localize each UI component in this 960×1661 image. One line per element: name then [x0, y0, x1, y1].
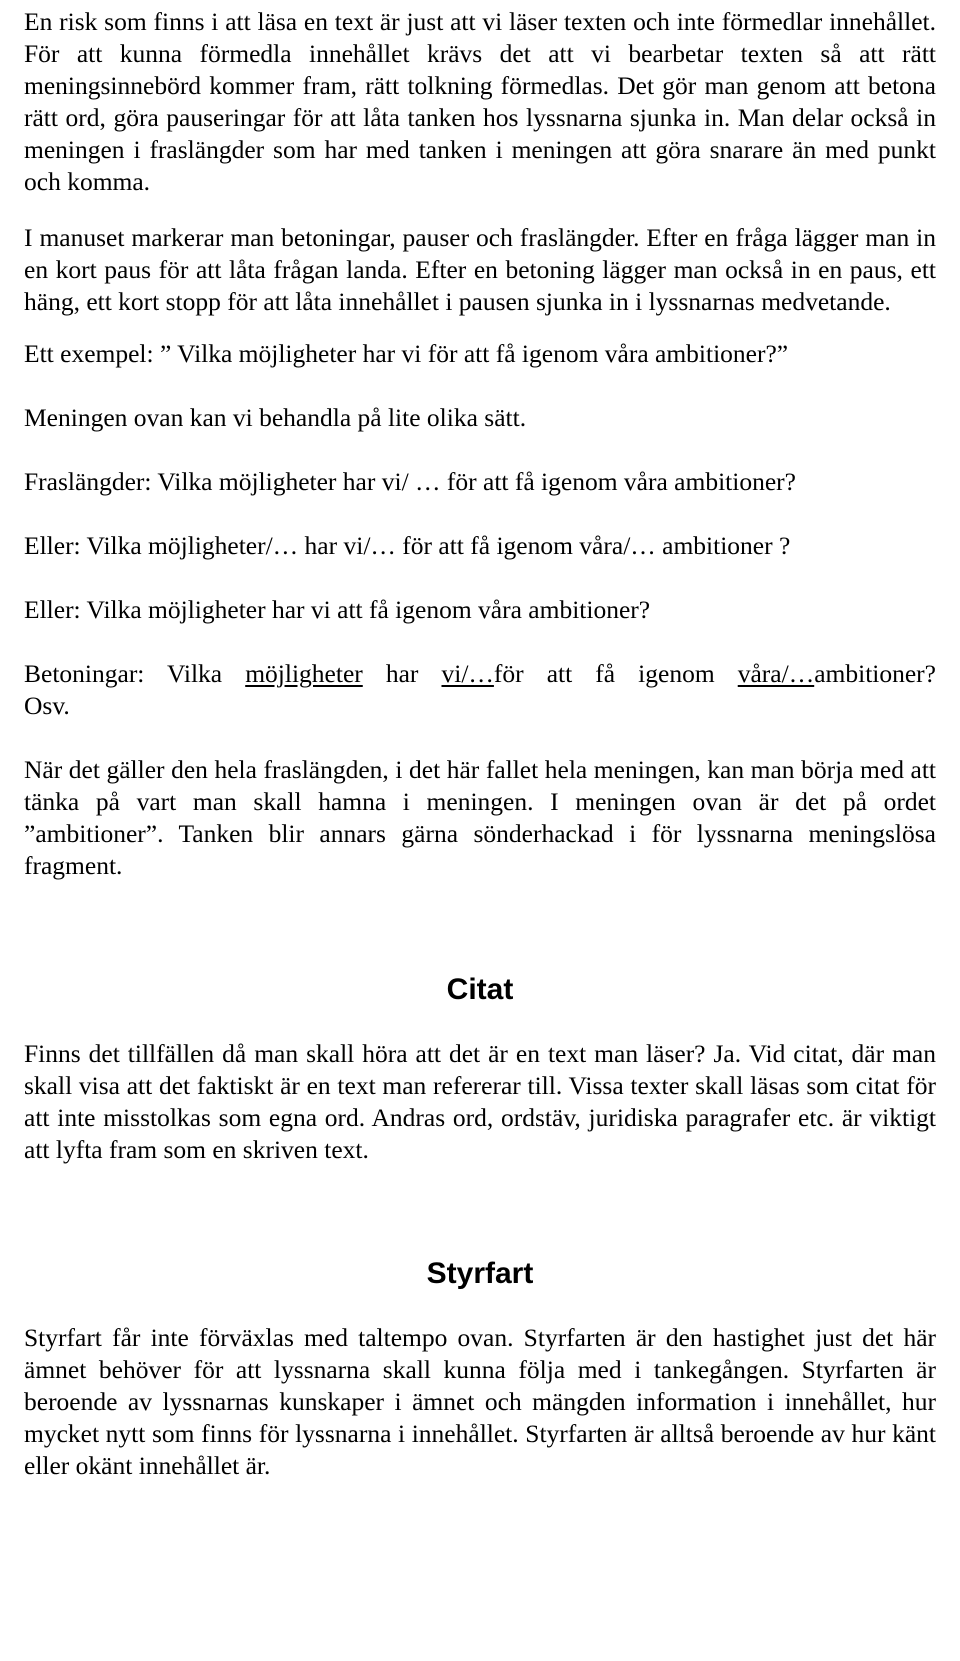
- stress-text-4: ambitioner?: [814, 659, 936, 688]
- stress-word-1: möjligheter: [245, 659, 363, 688]
- citat-heading: Citat: [446, 973, 514, 1006]
- stress-line: [24, 658, 936, 690]
- phrase-length-paragraph: När det gäller den hela fraslängden, i det här fallet hela meningen, kan man börja med att tänka på vart man skall hamna i meningen. I meningen ovan är det på ordet ”ambitioner”. Tanken blir annars gärna sönderhackad i för lyssnarna meningslösa fragment.: [24, 755, 936, 880]
- citat-paragraph: Finns det tillfällen då man skall höra att det är en text man läser? Ja. Vid citat, där man skall visa att det faktiskt är en text man refererar till. Vissa texter skall läsas som citat för att inte misstolkas som egna ord. Andras ord, ordstäv, juridiska paragrafer etc. är viktigt att lyfta fram som en skriven text.: [24, 1039, 936, 1164]
- alternative-line-1: Eller: Vilka möjligheter/… har vi/… för att få igenom våra/… ambitioner ?: [24, 531, 791, 560]
- treat-line: Meningen ovan kan vi behandla på lite olika sätt.: [24, 403, 527, 432]
- stress-text-2: har: [362, 659, 442, 688]
- osv-text: Osv.: [24, 691, 70, 720]
- styrfart-heading: Styrfart: [426, 1257, 534, 1290]
- alternative-line-2: Eller: Vilka möjligheter har vi att få igenom våra ambitioner?: [24, 595, 651, 624]
- stress-text-3: för att få igenom: [493, 659, 738, 688]
- stress-paragraph: [24, 658, 936, 722]
- phrase-length-line: Fraslängder: Vilka möjligheter har vi/ … för att få igenom våra ambitioner?: [24, 467, 796, 496]
- example-line: Ett exempel: ” Vilka möjligheter har vi för att få igenom våra ambitioner?”: [24, 339, 789, 368]
- manuscript-paragraph: I manuset markerar man betoningar, pauser och fraslängder. Efter en fråga lägger man in en kort paus för att låta frågan landa. Efter en betoning lägger man också in en paus, ett häng, ett kort stopp för att låta innehållet i pausen sjunka in i lyssnarnas medvetande.: [24, 223, 936, 316]
- stress-word-3: våra/…: [737, 659, 815, 688]
- stress-label: Betoningar: Vilka: [24, 659, 246, 688]
- intro-paragraph: En risk som finns i att läsa en text är just att vi läser texten och inte förmedlar innehållet. För att kunna förmedla innehållet krävs det att vi bearbetar texten så att rätt meningsinnebörd kommer fram, rätt tolkning förmedlas. Det gör man genom att betona rätt ord, göra pauseringar för att låta tanken hos lyssnarna sjunka in. Man delar också in meningen i fraslängder som har med tanken i meningen att göra snarare än med punkt och komma.: [24, 7, 936, 196]
- styrfart-paragraph: Styrfart får inte förväxlas med taltempo ovan. Styrfarten är den hastighet just det här ämnet behöver för att lyssnarna skall kunna följa med i tankegången. Styrfarten är beroende av lyssnarnas kunskaper i ämnet och mängden information i innehållet, hur mycket nytt som finns för lyssnarna i innehållet. Styrfarten är alltså beroende av hur känt eller okänt innehållet är.: [24, 1323, 936, 1480]
- stress-word-2: vi/…: [441, 659, 494, 688]
